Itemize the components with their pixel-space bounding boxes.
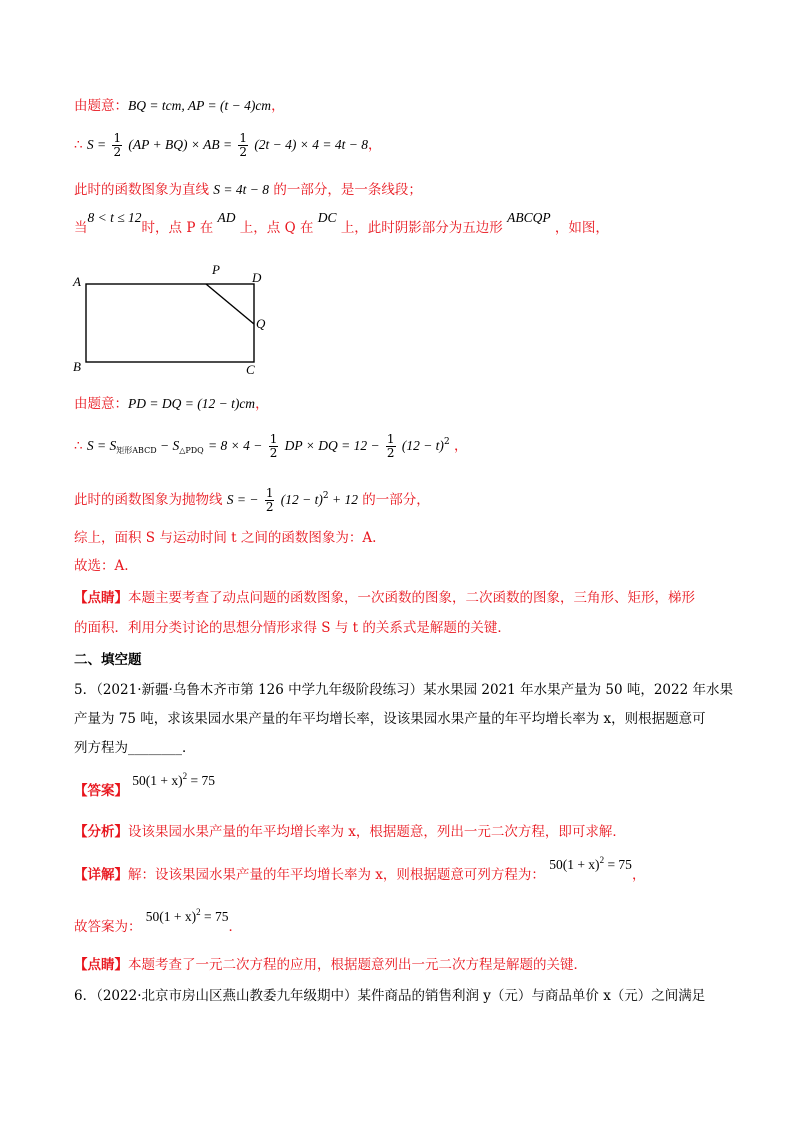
question-6-line-1: 6．（2022·北京市房山区燕山教委九年级期中）某件商品的销售利润 y（元）与商品单价 x（元）之间满足 — [74, 988, 706, 1004]
fraction: $\frac{1}{2}$ — [269, 432, 278, 460]
solution-line-2: ∴ S = $\frac{1}{2}$ (AP + BQ) × AB = $\frac{1}{2}$ (2t − 4) × 4 = 4t − 8， — [74, 131, 382, 159]
commentary-2-line: 【点睛】本题考查了一元二次方程的应用，根据题意列出一元二次方程是解题的关键． — [74, 957, 587, 973]
fraction: $\frac{1}{2}$ — [265, 486, 274, 514]
label-a: A — [73, 274, 81, 289]
final-answer-line: 故答案为： $50(1 + x)^2 = 75$． — [74, 907, 243, 935]
commentary-line-2: 的面积．利用分类讨论的思想分情形求得 S 与 t 的关系式是解题的关键． — [74, 620, 511, 636]
question-5-line-3: 列方程为________． — [74, 740, 196, 756]
question-5-line-2: 产量为 75 吨，求该果园水果产量的年平均增长率，设该果园水果产量的年平均增长率为 x，则根据题意可 — [74, 711, 706, 727]
solution-line-5: 由题意：PD = DQ = (12 − t)cm， — [74, 396, 269, 412]
label-b: B — [73, 359, 81, 374]
solution-line-6: ∴ $S = S_{矩形ABCD} - S_{\triangle PDQ} = 8 \times 4$ − $\frac{1}{2}$ DP × DQ = 12 − $\frac{1}{2}$ $(12 - t)^2$ ， — [74, 432, 468, 460]
fraction: $\frac{1}{2}$ — [113, 131, 122, 159]
fraction: $\frac{1}{2}$ — [386, 432, 395, 460]
solution-line-1: 由题意：BQ = tcm, AP = (t − 4)cm， — [74, 98, 285, 114]
rectangle-figure — [70, 258, 300, 378]
answer-line: 【答案】 $50(1 + x)^2 = 75$ — [74, 771, 216, 799]
solution-line-4: 当8 < t ≤ 12时，点 P 在 AD 上，点 Q 在 DC 上，此时阴影部分为五边形 ABCQP ，如图， — [74, 210, 609, 236]
solution-line-9: 故选：A. — [74, 558, 129, 574]
question-5-line-1: 5．（2021·新疆·乌鲁木齐市第 126 中学九年级阶段练习）某水果园 2021 年水果产量为 50 吨，2022 年水果 — [74, 682, 733, 698]
detail-line: 【详解】解：设该果园水果产量的年平均增长率为 x，则根据题意可列方程为： $50(1 + x)^2 = 75$， — [74, 855, 646, 883]
fraction: $\frac{1}{2}$ — [239, 131, 248, 159]
rectangle-abcd — [86, 284, 254, 362]
commentary-line-1: 【点睛】本题主要考查了动点问题的函数图象，一次函数的图象，二次函数的图象，三角形、矩形，梯形 — [74, 590, 695, 606]
label-p: P — [212, 262, 220, 277]
solution-line-8: 综上，面积 S 与运动时间 t 之间的函数图象为：A. — [74, 530, 377, 546]
section-title: 二、填空题 — [74, 652, 142, 668]
label-d: D — [252, 270, 262, 285]
label-q: Q — [256, 316, 266, 331]
solution-line-3: 此时的函数图象为直线 S = 4t − 8 的一部分，是一条线段； — [74, 182, 422, 198]
segment-pq — [206, 284, 254, 324]
analysis-line: 【分析】设该果园水果产量的年平均增长率为 x，根据题意，列出一元二次方程，即可求解． — [74, 824, 626, 840]
solution-line-7: 此时的函数图象为抛物线 S = − $\frac{1}{2}$ $(12 - t)^2 + 12$ 的一部分， — [74, 486, 430, 514]
label-c: C — [246, 362, 255, 377]
